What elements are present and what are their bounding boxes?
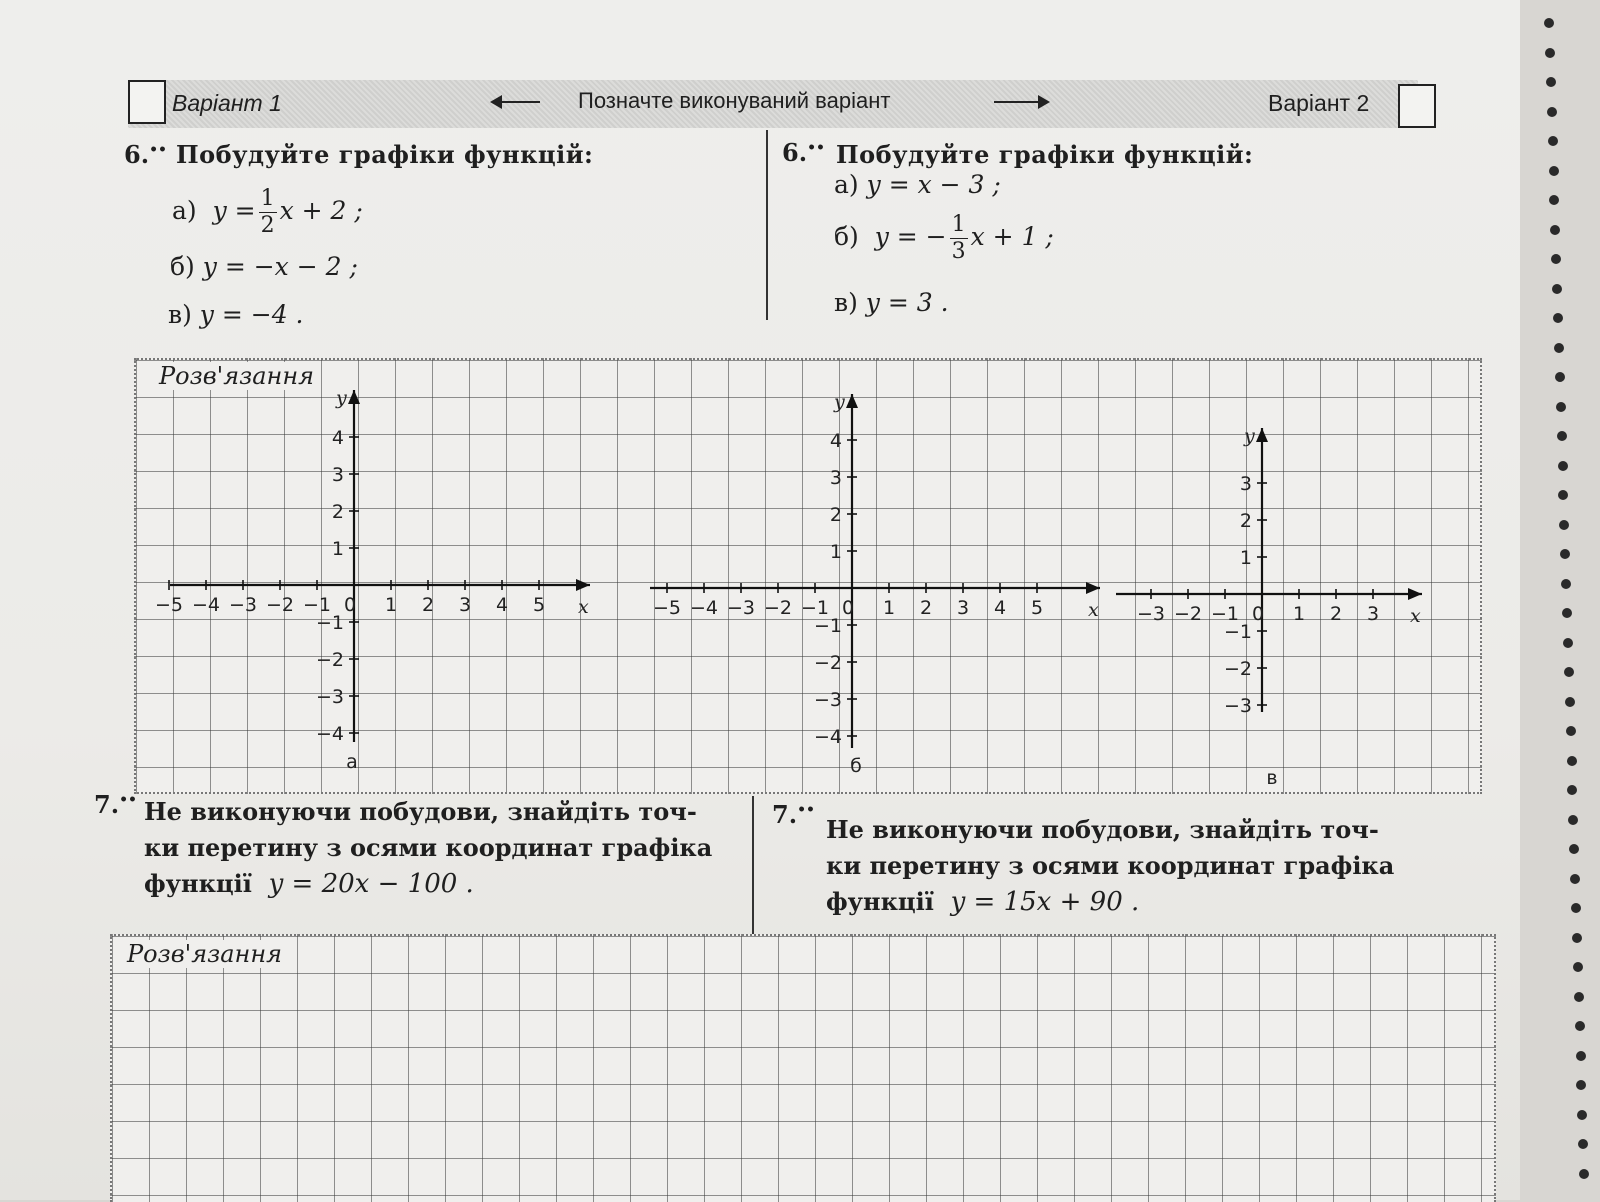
- x-tick-label: 1: [882, 597, 896, 619]
- y-tick-label: −1: [1223, 621, 1252, 643]
- y-tick-label: −1: [813, 615, 842, 637]
- y-tick-label: −2: [315, 649, 344, 671]
- x-tick-label: 2: [1329, 603, 1343, 625]
- x-tick-label: 0: [343, 594, 357, 616]
- x-tick-label: −4: [191, 594, 221, 616]
- task6-v1-formula-b: б) y = −x − 2 ;: [170, 252, 358, 281]
- column-divider-task7: [752, 796, 754, 936]
- instruction-text: Позначте виконуваний варіант: [578, 88, 891, 113]
- x-axis-arrow-icon: [1408, 588, 1422, 600]
- solution-label-task6: Розв'язання: [156, 362, 317, 390]
- y-tick-label: 4: [331, 427, 344, 449]
- y-tick-label: 3: [331, 464, 344, 486]
- x-tick-label: −3: [726, 597, 756, 619]
- x-tick-label: −2: [265, 594, 295, 616]
- x-axis-arrow-icon: [1086, 582, 1100, 594]
- y-tick-label: −3: [813, 689, 842, 711]
- task7-v1-number: 7.••: [94, 790, 137, 819]
- y-axis-label: y: [1244, 425, 1255, 447]
- x-tick-label: −3: [1136, 603, 1166, 625]
- y-tick-label: −4: [813, 726, 842, 748]
- x-tick-label: −2: [763, 597, 793, 619]
- x-tick-label: −3: [228, 594, 258, 616]
- x-tick-label: 1: [384, 594, 398, 616]
- x-tick-label: −5: [154, 594, 184, 616]
- y-tick-label: −2: [813, 652, 842, 674]
- solution-grid-task7[interactable]: [110, 934, 1496, 1202]
- x-tick-label: 0: [1251, 603, 1265, 625]
- task6-v1-number: 6.••: [124, 140, 167, 169]
- task6-v2-formula-b: б) y = − $\frac{1}{3}$ x + 1 ;: [834, 212, 1054, 264]
- x-tick-label: 3: [956, 597, 970, 619]
- y-tick-label: −3: [315, 686, 344, 708]
- y-axis-arrow-icon: [348, 390, 360, 404]
- y-tick-label: 2: [829, 504, 842, 526]
- y-tick-label: 3: [1239, 473, 1252, 495]
- task6-v2-number: 6.••: [782, 138, 825, 167]
- x-tick-label: 5: [532, 594, 546, 616]
- task6-v2-title: Побудуйте графіки функцій:: [836, 140, 1254, 169]
- x-tick-label: 3: [1366, 603, 1380, 625]
- y-axis-arrow-icon: [1256, 428, 1268, 442]
- graph-caption: б: [850, 755, 862, 777]
- graph-caption: в: [1266, 767, 1278, 789]
- x-tick-label: −4: [689, 597, 719, 619]
- variant2-label: Варіант 2: [1268, 90, 1370, 116]
- solution-label-task7: Розв'язання: [124, 940, 285, 968]
- y-tick-label: −4: [315, 723, 344, 745]
- task6-v1-formula-a: а) y = $\frac{1}{2}$ x + 2 ;: [172, 186, 363, 238]
- task6-v1-title: Побудуйте графіки функцій:: [176, 140, 594, 169]
- x-axis-label: x: [1088, 599, 1099, 621]
- y-tick-label: 2: [331, 501, 344, 523]
- y-tick-label: −2: [1223, 658, 1252, 680]
- y-tick-label: 1: [829, 541, 842, 563]
- x-axis-label: x: [578, 596, 589, 618]
- x-tick-label: 3: [458, 594, 472, 616]
- task7-v2-text: Не виконуючи побудови, знайдіть точ- ки перетину з осями координат графіка функції y = 15x + 90 .: [826, 815, 1395, 917]
- task6-v2-formula-c: в) y = 3 .: [834, 288, 949, 317]
- x-tick-label: −5: [652, 597, 682, 619]
- y-tick-label: −1: [315, 612, 344, 634]
- x-tick-label: 4: [495, 594, 509, 616]
- x-tick-label: −1: [800, 597, 830, 619]
- x-tick-label: 4: [993, 597, 1007, 619]
- x-tick-label: 0: [841, 597, 855, 619]
- x-tick-label: −1: [1210, 603, 1240, 625]
- y-axis-label: y: [336, 387, 347, 409]
- x-axis-arrow-icon: [576, 579, 590, 591]
- task6-v2-formula-a: а) y = x − 3 ;: [834, 170, 1001, 199]
- x-axis-label: x: [1410, 605, 1421, 627]
- variant1-label: Варіант 1: [172, 90, 282, 116]
- y-tick-label: 1: [1239, 547, 1252, 569]
- x-tick-label: 2: [919, 597, 933, 619]
- y-tick-label: 1: [331, 538, 344, 560]
- graph-caption: а: [346, 751, 358, 773]
- x-tick-label: 5: [1030, 597, 1044, 619]
- y-axis-arrow-icon: [846, 394, 858, 408]
- task7-v1-text: Не виконуючи побудови, знайдіть точ- ки перетину з осями координат графіка функції y = 20x − 100 .: [144, 797, 713, 899]
- x-tick-label: 2: [421, 594, 435, 616]
- x-tick-label: 1: [1292, 603, 1306, 625]
- x-tick-label: −2: [1173, 603, 1203, 625]
- task6-v1-formula-c: в) y = −4 .: [168, 300, 304, 329]
- task7-v2-number: 7.••: [772, 800, 815, 829]
- x-tick-label: −1: [302, 594, 332, 616]
- y-tick-label: 4: [829, 430, 842, 452]
- y-tick-label: 3: [829, 467, 842, 489]
- y-axis-label: y: [834, 391, 845, 413]
- y-tick-label: 2: [1239, 510, 1252, 532]
- y-tick-label: −3: [1223, 695, 1252, 717]
